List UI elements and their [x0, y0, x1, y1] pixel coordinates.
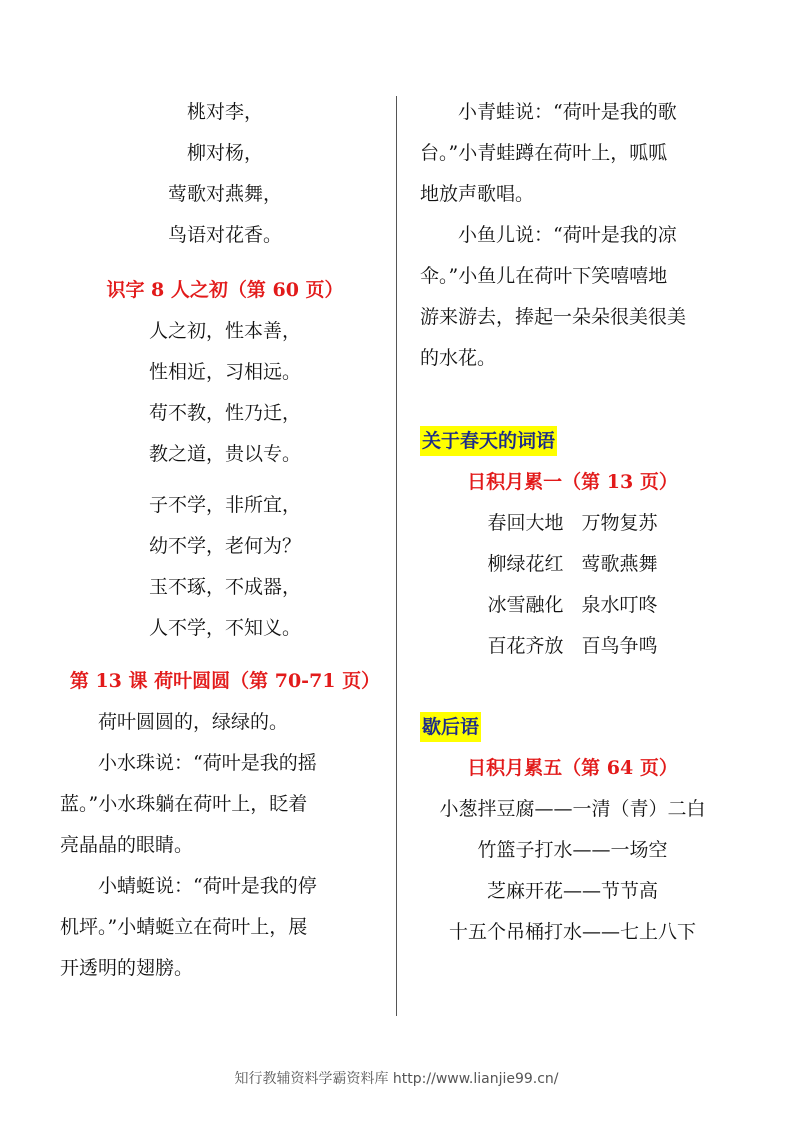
xiehouyu-subheading: 日积月累五（第 64 页）: [467, 757, 678, 779]
xiehouyu-row: 十五个吊桶打水——七上八下: [448, 921, 696, 943]
word-row: 柳绿花红 莺歌燕舞: [487, 553, 658, 575]
text-line: 小鱼儿说：“荷叶是我的凉: [458, 224, 677, 246]
text-line: 的水花。: [420, 347, 497, 369]
verse-line: 幼不学，老何为？: [148, 535, 301, 557]
column-divider: [396, 96, 397, 1016]
text-line: 荷叶圆圆的，绿绿的。: [98, 711, 289, 733]
text-line: 游来游去，捧起一朵朵很美很美: [420, 306, 687, 328]
xiehouyu-title-row: [420, 707, 725, 748]
verse-line: 人不学，不知义。: [148, 617, 301, 639]
poem-line: 莺歌对燕舞，: [167, 183, 282, 205]
verse-line: 子不学，非所宜，: [148, 494, 301, 516]
section-heading-heyeyuanyuan: 第 13 课 荷叶圆圆（第 70-71 页）: [69, 670, 381, 692]
text-line: 开透明的翅膀。: [60, 957, 194, 979]
word-row: 百花齐放 百鸟争鸣: [487, 635, 658, 657]
word-row: 冰雪融化 泉水叮咚: [487, 594, 658, 616]
verse-line: 性相近，习相远。: [148, 361, 301, 383]
xiehouyu-row: 芝麻开花——节节高: [486, 880, 658, 902]
text-line: 小蜻蜓说：“荷叶是我的停: [98, 875, 317, 897]
text-line: 蓝。”小水珠躺在荷叶上，眨着: [60, 793, 308, 815]
section-heading-renzhichu: 识字 8 人之初（第 60 页）: [106, 279, 344, 301]
verse-line: 苟不教，性乃迁，: [148, 402, 301, 424]
right-column: [420, 92, 725, 953]
poem-line: 鸟语对花香。: [167, 224, 282, 246]
left-column: [60, 92, 390, 989]
poem-line: 桃对李，: [186, 101, 263, 123]
spring-words-subheading: 日积月累一（第 13 页）: [467, 471, 678, 493]
text-line: 亮晶晶的眼睛。: [60, 834, 194, 856]
poem-line: 柳对杨，: [186, 142, 263, 164]
verse-line: 人之初，性本善，: [148, 320, 301, 342]
text-line: 伞。”小鱼儿在荷叶下笑嘻嘻地: [420, 265, 668, 287]
text-line: 台。”小青蛙蹲在荷叶上，呱呱: [420, 142, 668, 164]
spring-words-title-row: [420, 421, 725, 462]
text-line: 小青蛙说：“荷叶是我的歌: [458, 101, 677, 123]
xiehouyu-title: 歇后语: [420, 712, 481, 742]
footer-watermark: 知行教辅资料学霸资料库 http://www.lianjie99.cn/: [234, 1071, 559, 1087]
text-line: 地放声歌唱。: [420, 183, 535, 205]
xiehouyu-row: 小葱拌豆腐——一清（青）二白: [439, 798, 706, 820]
xiehouyu-row: 竹篮子打水——一场空: [477, 839, 668, 861]
verse-line: 玉不琢，不成器，: [148, 576, 301, 598]
text-line: 机坪。”小蜻蜓立在荷叶上，展: [60, 916, 308, 938]
word-row: 春回大地 万物复苏: [487, 512, 658, 534]
spring-words-title: 关于春天的词语: [420, 426, 557, 456]
verse-line: 教之道，贵以专。: [148, 443, 301, 465]
text-line: 小水珠说：“荷叶是我的摇: [98, 752, 317, 774]
